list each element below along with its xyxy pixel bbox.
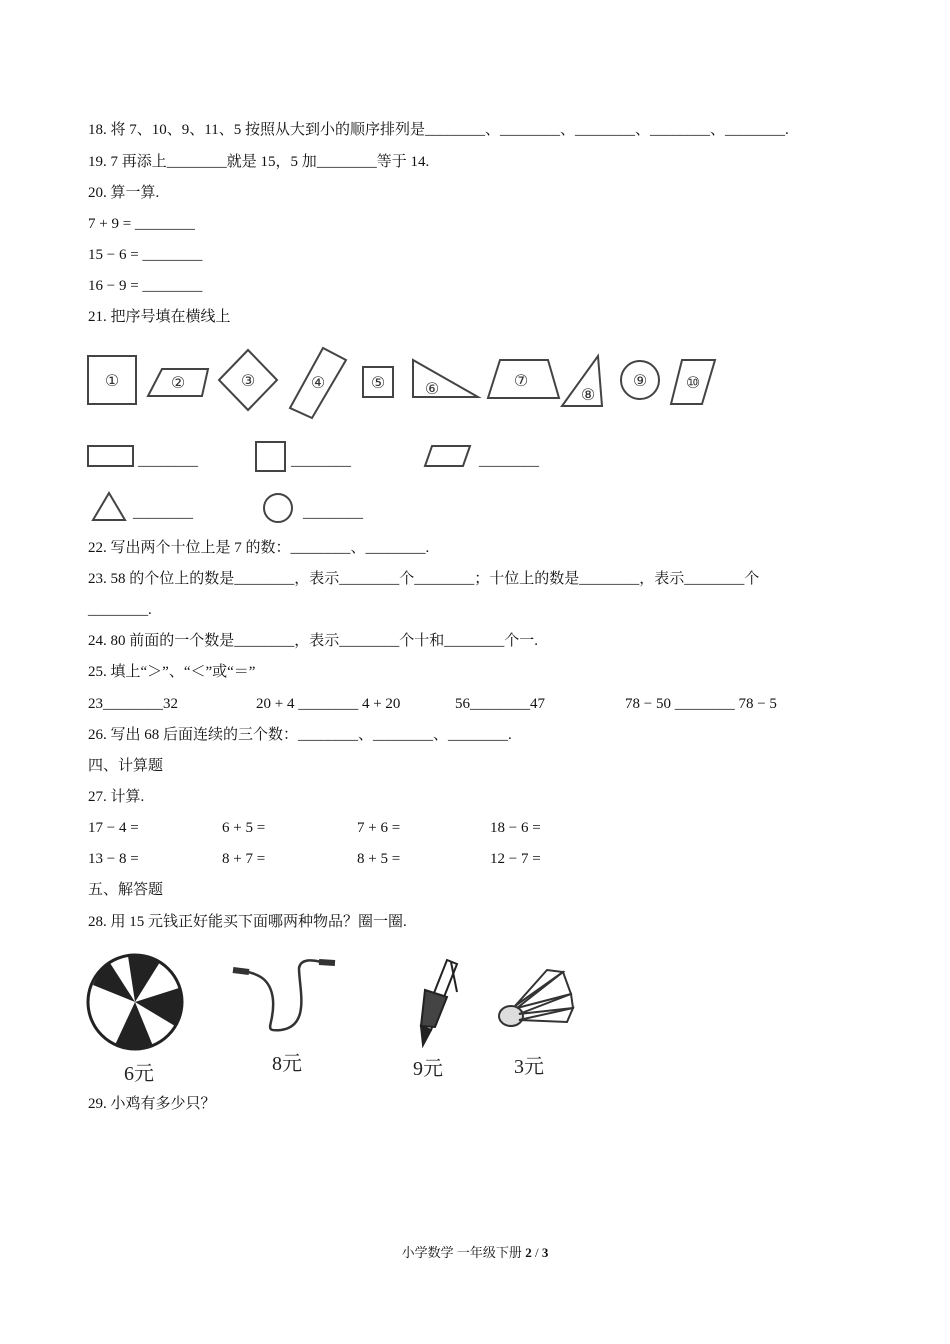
shape-number-7: ⑦ <box>513 371 529 390</box>
ball-icon <box>88 955 182 1050</box>
answer-blank-circle: ________ <box>303 505 363 521</box>
footer-page: 2 <box>525 1245 532 1260</box>
question-23: 23. 58 的个位上的数是________，表示________个________；十位上的数是________，表示________个 <box>88 571 760 587</box>
shape-number-5: ⑤ <box>370 373 386 392</box>
jump-rope-icon <box>233 960 335 1030</box>
answer-triangle-shape <box>93 493 125 520</box>
question-25-item-2: 20 + 4 ________ 4 + 20 <box>256 696 401 712</box>
pen-price: 9元 <box>413 1058 443 1080</box>
footer-total: 3 <box>541 1245 549 1260</box>
calc-r2-c1: 13 − 8 = <box>88 851 139 867</box>
answer-blank-parallelogram: ________ <box>479 453 539 469</box>
section-5-heading: 五、解答题 <box>88 882 164 898</box>
calc-r2-c2: 8 + 7 = <box>222 851 266 867</box>
calc-r1-c2: 6 + 5 = <box>222 820 266 836</box>
shuttlecock-icon <box>499 970 573 1026</box>
shape-number-3: ③ <box>240 371 256 390</box>
question-25-item-4: 78 − 50 ________ 78 − 5 <box>625 696 777 712</box>
page-footer <box>0 1244 950 1262</box>
question-29: 29. 小鸡有多少只？ <box>88 1096 216 1112</box>
question-20: 20. 算一算. <box>88 185 160 201</box>
question-28: 28. 用 15 元钱正好能买下面哪两种物品？圈一圈. <box>88 914 407 930</box>
answer-blank-square: ________ <box>291 453 351 469</box>
ball-price: 6元 <box>124 1063 154 1085</box>
shape-triangle-6 <box>413 360 478 397</box>
answer-blank-triangle: ________ <box>133 505 193 521</box>
question-23-continued: ________. <box>88 602 152 618</box>
question-20c: 16 − 9 = ________ <box>88 278 203 294</box>
question-24: 24. 80 前面的一个数是________，表示________个十和________个一. <box>88 633 539 649</box>
calc-r2-c3: 8 + 5 = <box>357 851 401 867</box>
shape-number-10: ⑩ <box>685 373 701 392</box>
question-25: 25. 填上“＞”、“＜”或“＝” <box>88 664 256 680</box>
pen-icon <box>421 960 457 1045</box>
answer-square-shape <box>256 442 285 471</box>
section-4-heading: 四、计算题 <box>88 758 164 774</box>
question-19: 19. 7 再添上________就是 15，5 加________等于 14. <box>88 154 430 170</box>
question-26: 26. 写出 68 后面连续的三个数：________、________、________. <box>88 727 512 743</box>
answer-blank-rectangle: ________ <box>138 453 198 469</box>
shape-number-9: ⑨ <box>632 371 648 390</box>
shopping-items-figure <box>85 950 585 1090</box>
shuttlecock-price: 3元 <box>514 1056 544 1078</box>
shape-number-4: ④ <box>310 373 326 392</box>
question-21: 21. 把序号填在横线上 <box>88 309 231 325</box>
jump-rope-price: 8元 <box>272 1053 302 1075</box>
question-27: 27. 计算. <box>88 789 145 805</box>
answer-circle-shape <box>264 494 292 522</box>
question-25-item-1: 23________32 <box>88 696 178 712</box>
answer-rectangle-shape <box>88 446 133 466</box>
answer-parallelogram-shape <box>425 446 470 466</box>
calc-r2-c4: 12 − 7 = <box>490 851 541 867</box>
calc-r1-c1: 17 − 4 = <box>88 820 139 836</box>
question-20b: 15 − 6 = ________ <box>88 247 203 263</box>
question-25-item-3: 56________47 <box>455 696 545 712</box>
question-22: 22. 写出两个十位上是 7 的数：________、________. <box>88 540 430 556</box>
shape-number-1: ① <box>104 371 120 390</box>
shape-number-2: ② <box>170 373 186 392</box>
calc-r1-c3: 7 + 6 = <box>357 820 401 836</box>
shape-number-8: ⑧ <box>580 385 596 404</box>
shapes-figure <box>80 340 730 530</box>
footer-text: 小学数学 一年级下册 <box>401 1245 526 1260</box>
footer-sep: / <box>531 1245 542 1260</box>
shape-number-6: ⑥ <box>424 379 440 398</box>
question-18: 18. 将 7、10、9、11、5 按照从大到小的顺序排列是________、________、________、________、________. <box>88 122 789 138</box>
question-20a: 7 + 9 = ________ <box>88 216 195 232</box>
calc-r1-c4: 18 − 6 = <box>490 820 541 836</box>
